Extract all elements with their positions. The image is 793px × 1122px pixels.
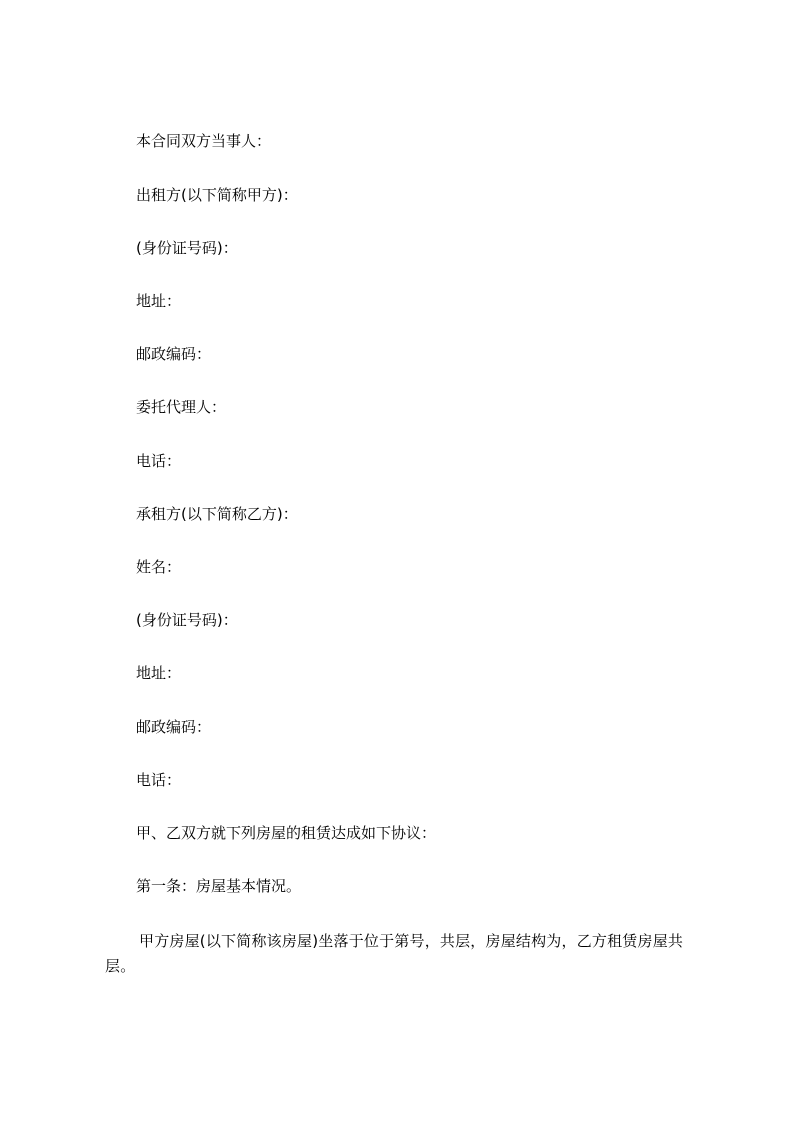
agent-label: 委托代理人： — [136, 398, 227, 416]
lessor-address-label: 地址： — [136, 292, 182, 310]
lessee-id-number-label: (身份证号码)： — [136, 611, 238, 629]
lessor-label: 出租方(以下简称甲方)： — [136, 186, 298, 204]
lessee-label: 承租方(以下简称乙方)： — [136, 505, 298, 523]
lessor-postal-code-label: 邮政编码： — [136, 345, 212, 363]
article-one-paragraph: 甲方房屋(以下简称该房屋)坐落于位于第号，共层，房屋结构为，乙方租赁房屋共层。 — [105, 932, 684, 975]
contract-parties-heading: 本合同双方当事人： — [136, 132, 272, 150]
lessor-id-number-label: (身份证号码)： — [136, 239, 238, 257]
article-one-heading: 第一条：房屋基本情况。 — [136, 877, 302, 895]
lessee-postal-code-label: 邮政编码： — [136, 718, 212, 736]
lessee-name-label: 姓名： — [136, 558, 182, 576]
lessee-address-label: 地址： — [136, 664, 182, 682]
agreement-intro: 甲、乙双方就下列房屋的租赁达成如下协议： — [136, 824, 437, 842]
lessee-phone-label: 电话： — [136, 771, 182, 789]
lessor-phone-label: 电话： — [136, 452, 182, 470]
